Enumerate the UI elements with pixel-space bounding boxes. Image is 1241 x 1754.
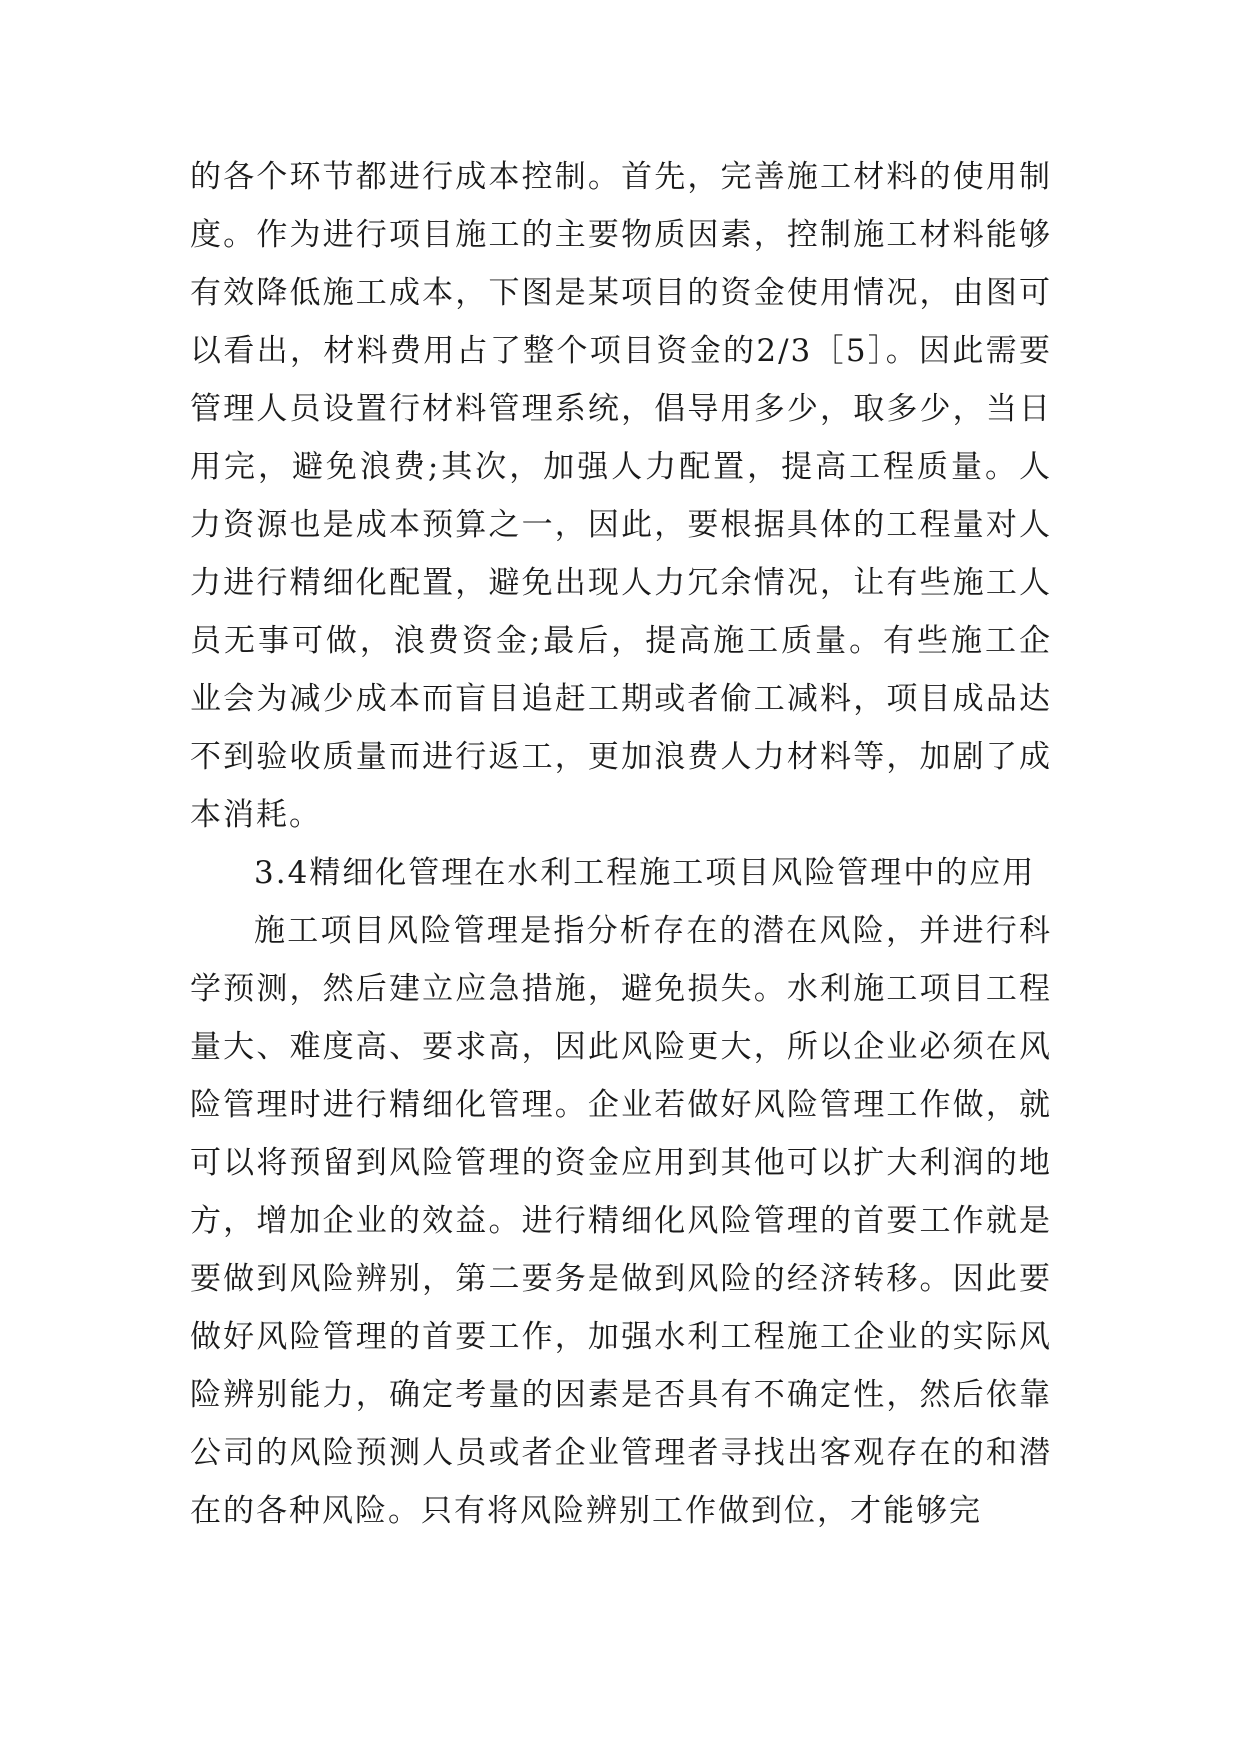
section-heading-risk-management: 3.4精细化管理在水利工程施工项目风险管理中的应用 xyxy=(254,855,1036,891)
document-page xyxy=(190,148,1052,1540)
body-paragraph-risk-management: 施工项目风险管理是指分析存在的潜在风险，并进行科学预测，然后建立应急措施，避免损失。水利施工项目工程量大、难度高、要求高，因此风险更大，所以企业必须在风险管理时进行精细化管理。企业若做好风险管理工作做，就可以将预留到风险管理的资金应用到其他可以扩大利润的地方，增加企业的效益。进行精细化风险管理的首要工作就是要做到风险辨别，第二要务是做到风险的经济转移。因此要做好风险管理的首要工作，加强水利工程施工企业的实际风险辨别能力，确定考量的因素是否具有不确定性，然后依靠公司的风险预测人员或者企业管理者寻找出客观存在的和潜在的各种风险。只有将风险辨别工作做到位，才能够完 xyxy=(190,913,1052,1529)
body-paragraph-cost-control: 的各个环节都进行成本控制。首先，完善施工材料的使用制度。作为进行项目施工的主要物质因素，控制施工材料能够有效降低施工成本，下图是某项目的资金使用情况，由图可以看出，材料费用占了整个项目资金的2/3［5］。因此需要管理人员设置行材料管理系统，倡导用多少，取多少，当日用完，避免浪费;其次，加强人力配置，提高工程质量。人力资源也是成本预算之一，因此，要根据具体的工程量对人力进行精细化配置，避免出现人力冗余情况，让有些施工人员无事可做，浪费资金;最后，提高施工质量。有些施工企业会为减少成本而盲目追赶工期或者偷工减料，项目成品达不到验收质量而进行返工，更加浪费人力材料等，加剧了成本消耗。 xyxy=(190,159,1052,833)
